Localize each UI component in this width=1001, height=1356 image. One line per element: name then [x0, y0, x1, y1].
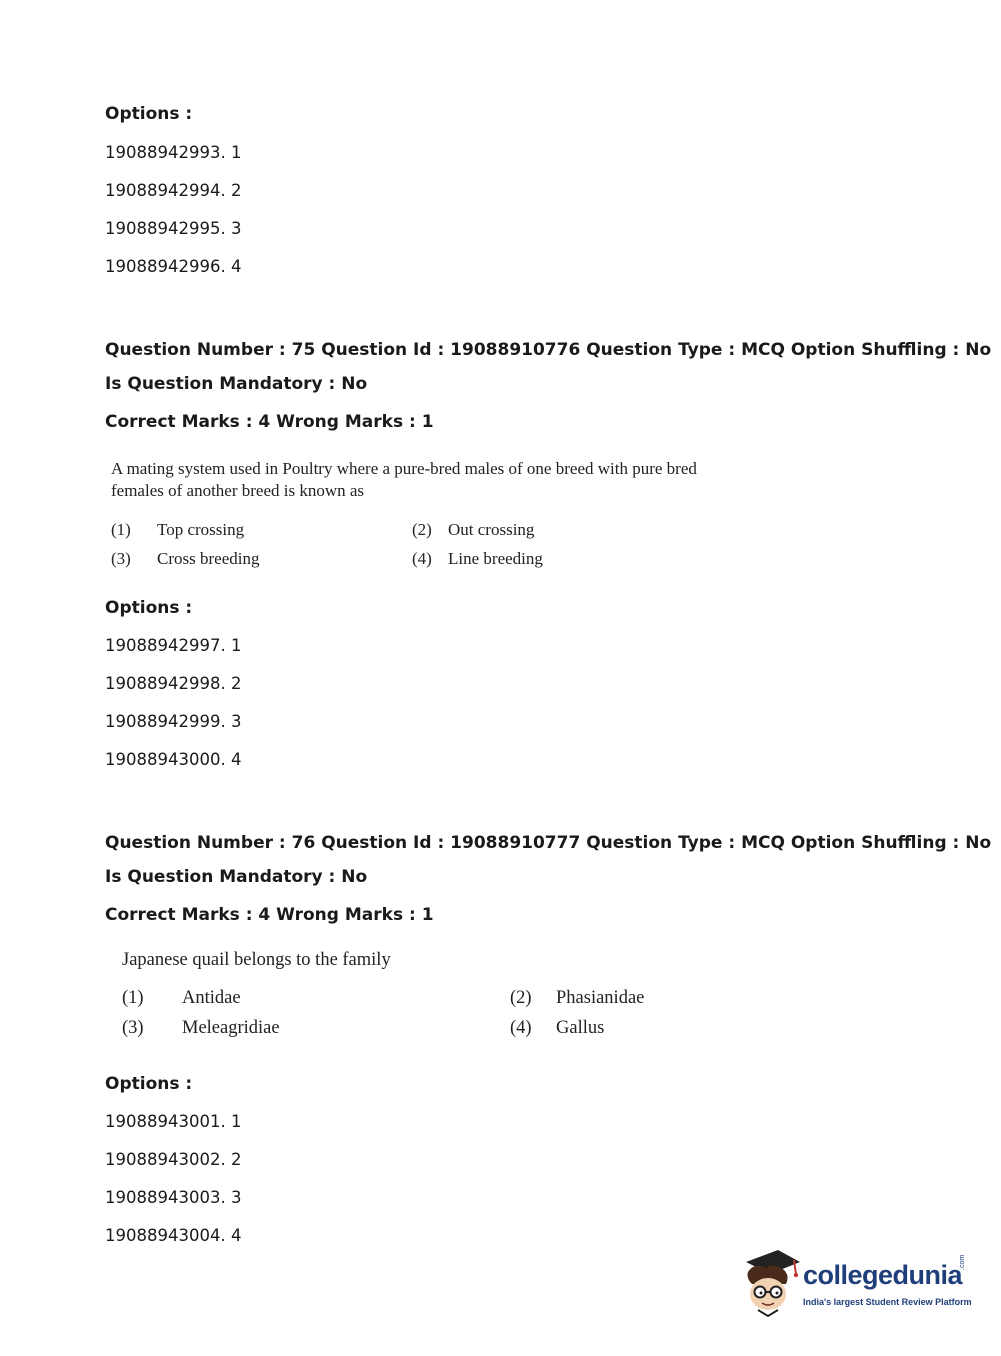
choice-text: Meleagridiae — [182, 1018, 280, 1038]
question-mandatory: Is Question Mandatory : No — [105, 867, 368, 887]
question-header: Question Number : 75 Question Id : 19088910776 Question Type : MCQ Option Shuffling : No — [105, 340, 992, 360]
choice-number: (4) — [510, 1018, 532, 1038]
choice-number: (1) — [111, 520, 131, 539]
choice-number: (1) — [122, 988, 144, 1008]
collegedunia-logo[interactable] — [740, 1248, 980, 1320]
option-item: 19088942996. 4 — [105, 257, 242, 276]
choice-number: (2) — [510, 988, 532, 1008]
question-marks: Correct Marks : 4 Wrong Marks : 1 — [105, 412, 434, 432]
option-item: 19088942993. 1 — [105, 143, 242, 162]
option-item: 19088942997. 1 — [105, 636, 242, 655]
brand-tagline: India's largest Student Review Platform — [803, 1297, 972, 1307]
choice-text: Phasianidae — [556, 988, 645, 1008]
options-label: Options : — [105, 104, 193, 124]
choice-text: Gallus — [556, 1018, 605, 1038]
question-text-line: females of another breed is known as — [111, 481, 365, 500]
mascot-icon — [740, 1248, 802, 1318]
options-label: Options : — [105, 598, 193, 618]
choice-text: Top crossing — [157, 520, 245, 539]
question-marks: Correct Marks : 4 Wrong Marks : 1 — [105, 905, 434, 925]
choice-number: (3) — [111, 549, 131, 568]
question-mandatory: Is Question Mandatory : No — [105, 374, 368, 394]
option-item: 19088943000. 4 — [105, 750, 242, 769]
choice-text: Antidae — [182, 988, 241, 1008]
option-item: 19088942998. 2 — [105, 674, 242, 693]
brand-name: collegedunia — [803, 1260, 963, 1290]
option-item: 19088942994. 2 — [105, 181, 242, 200]
choice-text: Out crossing — [448, 520, 535, 539]
option-item: 19088943001. 1 — [105, 1112, 242, 1131]
option-item: 19088943004. 4 — [105, 1226, 242, 1245]
choice-text: Cross breeding — [157, 549, 260, 568]
option-item: 19088942999. 3 — [105, 712, 242, 731]
option-item: 19088943002. 2 — [105, 1150, 242, 1169]
choice-number: (3) — [122, 1018, 144, 1038]
question-header: Question Number : 76 Question Id : 19088910777 Question Type : MCQ Option Shuffling : No — [105, 833, 992, 853]
question-text-line: Japanese quail belongs to the family — [122, 950, 391, 970]
option-item: 19088943003. 3 — [105, 1188, 242, 1207]
options-label: Options : — [105, 1074, 193, 1094]
choice-number: (2) — [412, 520, 432, 539]
brand-suffix: .com — [959, 1254, 966, 1270]
question-text-line: A mating system used in Poultry where a pure-bred males of one breed with pure bred — [111, 459, 697, 478]
choice-number: (4) — [412, 549, 432, 568]
choice-text: Line breeding — [448, 549, 543, 568]
option-item: 19088942995. 3 — [105, 219, 242, 238]
